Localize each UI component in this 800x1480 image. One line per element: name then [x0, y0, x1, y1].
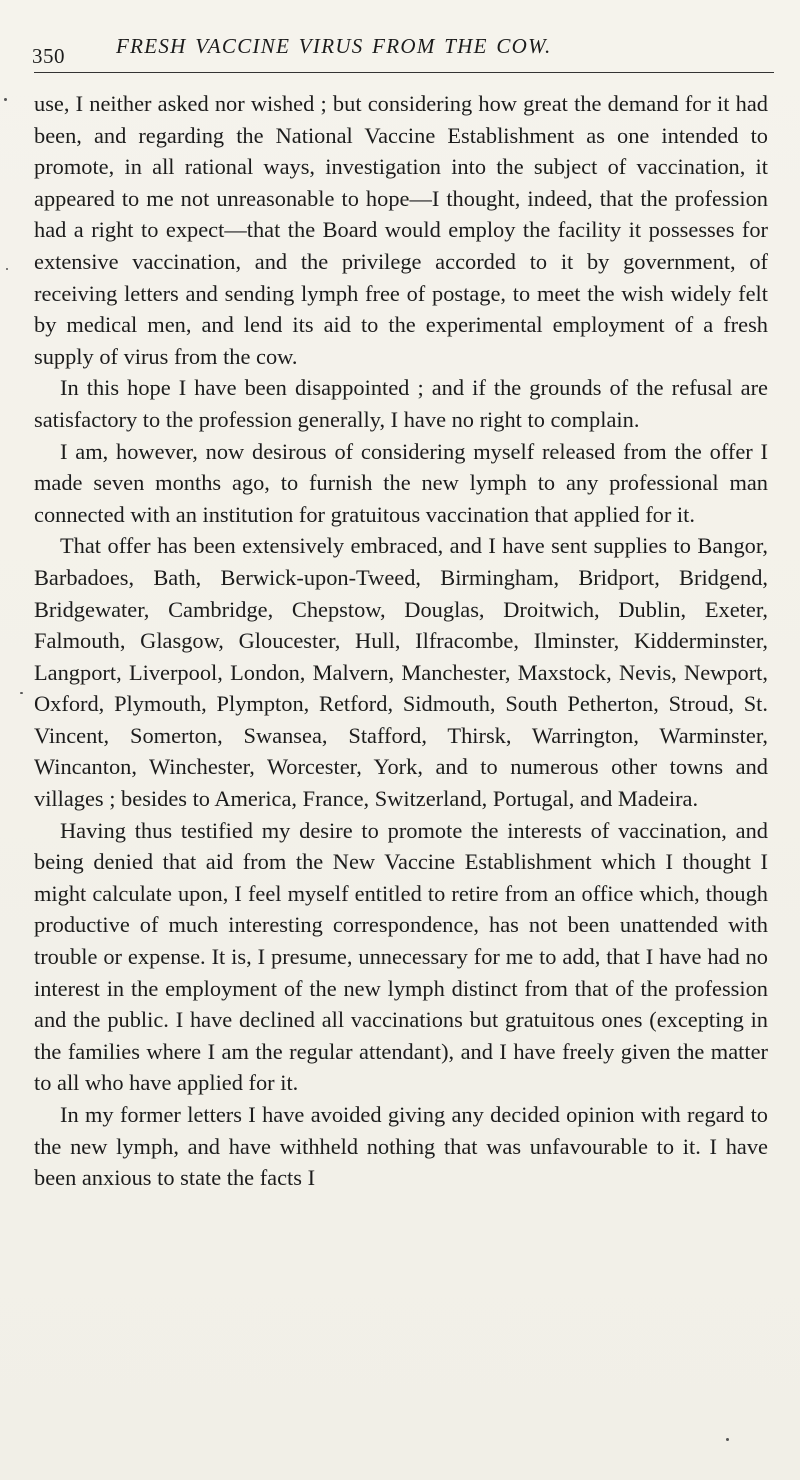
running-head — [34, 0, 768, 70]
print-speck — [20, 692, 23, 694]
paragraph-supplies-list: That offer has been extensively embraced, and I have sent supplies to Bangor, Barbadoes, Bath, Berwick-upon-Tweed, Birmingham, Bridport, Bridgend, Bridgewater, Cambridge, Chepstow, Douglas, Droitwich, Dublin, Exeter, Falmouth, Glasgow, Gloucester, Hull, Ilfracombe, Ilminster, Kidderminster, Langport, Liverpool, London, Malvern, Manchester, Maxstock, Nevis, Newport, Oxford, Plymouth, Plympton, Retford, Sidmouth, South Petherton, Stroud, St. Vincent, Somerton, Swansea, Stafford, Thirsk, Warrington, Warminster, Wincanton, Winchester, Worcester, York, and to numerous other towns and villages ; besides to America, France, Switzerland, Portugal, and Madeira. — [34, 533, 768, 812]
running-title: FRESH VACCINE VIRUS FROM THE COW. — [116, 34, 552, 58]
print-speck — [726, 1438, 729, 1441]
print-speck — [4, 98, 7, 101]
paragraph-disappointment: In this hope I have been disappointed ; and if the grounds of the refusal are satisfactory to the profession generally, I have no right to complain. — [34, 375, 768, 432]
paragraph-retirement: Having thus testified my desire to promote the interests of vaccination, and being denied that aid from the New Vaccine Establishment which I thought I might calculate upon, I feel myself entitled to retire from an office which, though productive of much interesting correspondence, has not been unattended with trouble or expense. It is, I presume, unnecessary for me to add, that I have had no interest in the employment of the new lymph distinct from that of the profession and the public. I have declined all vaccinations but gratuitous ones (excepting in the families where I am the regular attendant), and I have freely given the matter to all who have applied for it. — [34, 817, 768, 1096]
paragraph-continuation: use, I neither asked nor wished ; but considering how great the demand for it had been, and regarding the National Vaccine Establishment as one intended to promote, in all rational ways, investigation into the subject of vaccination, it appeared to me not unreasonable to hope—I thought, indeed, that the profession had a right to expect—that the Board would employ the facility it possesses for extensive vaccination, and the privilege accorded to it by government, of receiving letters and sending lymph free of postage, to meet the wish widely felt by medical men, and lend its aid to the experimental employment of a fresh supply of virus from the cow. — [34, 91, 768, 369]
print-speck — [6, 268, 8, 270]
header-rule — [34, 72, 774, 73]
body-text — [34, 70, 768, 1194]
paragraph-former-letters: In my former letters I have avoided giving any decided opinion with regard to the new lymph, and have withheld nothing that was unfavourable to it. I have been anxious to state the facts I — [34, 1102, 768, 1191]
paragraph-release-offer: I am, however, now desirous of considering myself released from the offer I made seven months ago, to furnish the new lymph to any professional man connected with an institution for gratuitous vaccination that applied for it. — [34, 438, 768, 527]
page-number: 350 — [32, 44, 65, 68]
